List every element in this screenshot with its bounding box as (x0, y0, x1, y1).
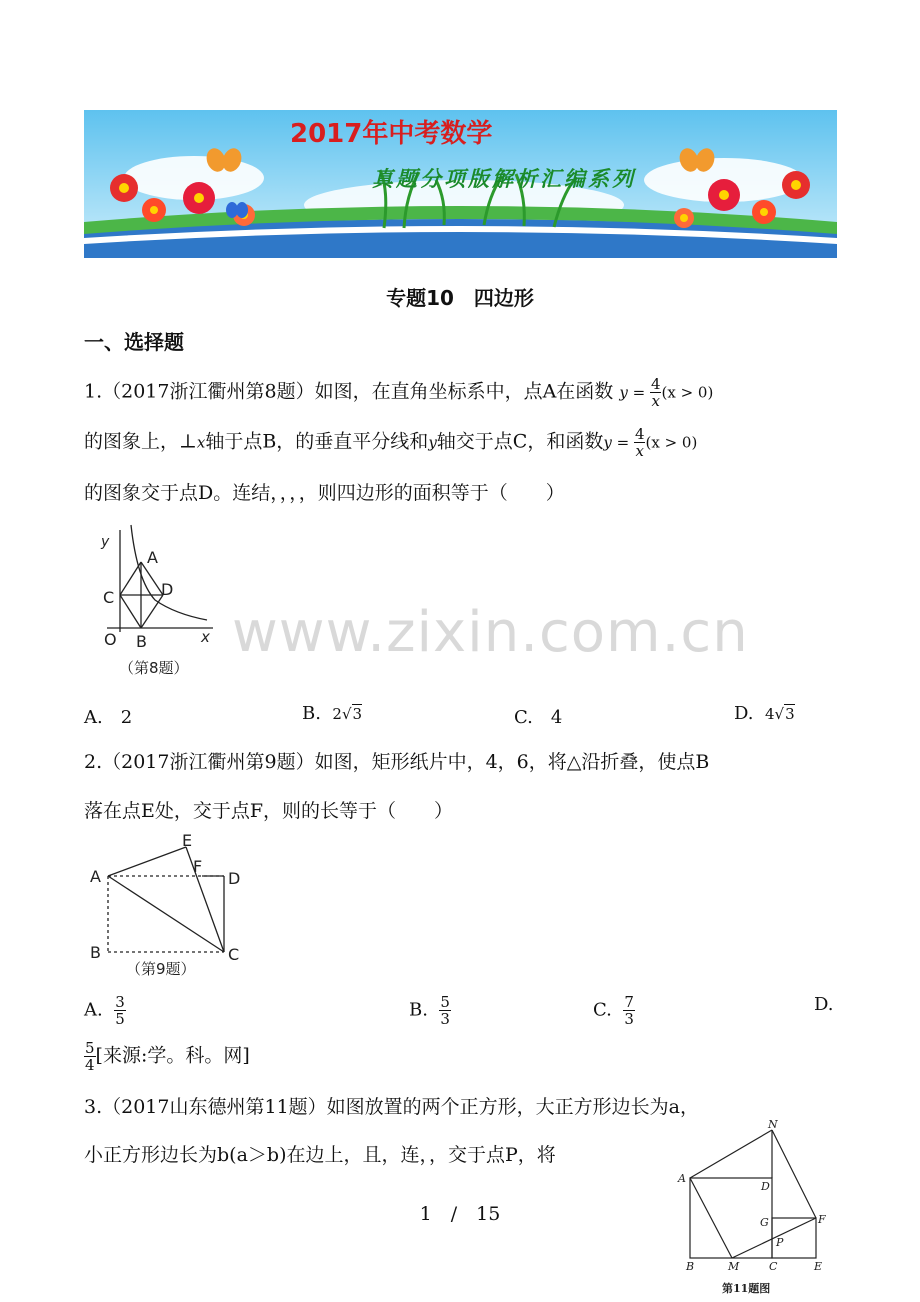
q2-option-d-frac (84, 1040, 96, 1073)
fig8-label-c: C (103, 588, 115, 607)
q1-function: y = (619, 383, 650, 402)
fig11-label-e: E (814, 1260, 823, 1273)
fig8-label-d: D (161, 580, 174, 599)
q1-line2-x: x (196, 433, 206, 452)
q2-option-c-frac (623, 994, 635, 1027)
q2-d-den: 4 (85, 1056, 95, 1074)
q1-line2 (84, 426, 697, 459)
fig8-caption: （第8题） (119, 659, 189, 677)
fig8-label-x: x (201, 628, 210, 646)
q1-line2c: 轴于点B，的垂直平分线和 (205, 430, 429, 453)
q2-source-note: [来源:学。科。网] (95, 1044, 250, 1067)
q2-option-b-frac (439, 994, 451, 1027)
q1-line1-text: 1.（2017浙江衢州第8题）如图，在直角坐标系中，点A在函数 (84, 380, 614, 403)
q2-option-a (84, 994, 126, 1027)
q2-c-den: 3 (624, 1010, 634, 1028)
q2-option-c (593, 994, 635, 1027)
q1-fraction (650, 376, 662, 409)
page-number: 1 / 15 (419, 1203, 501, 1225)
watermark: www.zixin.com.cn (232, 600, 749, 665)
q2-line2: 落在点E处，交于点F，则的长等于（ ） (84, 800, 454, 822)
q1-line2a: 的图象上，⊥ (84, 430, 197, 453)
q2-option-b (409, 994, 451, 1027)
q2-option-d-line (84, 1040, 250, 1073)
q1-frac-num: 4 (650, 375, 661, 393)
q1-option-a: A. 2 (84, 707, 133, 728)
q2-option-b-label: B. (409, 999, 428, 1021)
q1-condition: (x > 0) (661, 383, 714, 402)
fig11-label-b: B (686, 1260, 695, 1273)
q1-option-b-radicand: 3 (352, 705, 363, 723)
q1-frac2-den: x (635, 442, 644, 460)
fig11-label-g: G (760, 1216, 769, 1229)
q1-line2e: 轴交于点C，和函数 (436, 430, 604, 453)
fig9-label-e: E (182, 832, 193, 850)
fig8-label-a: A (147, 548, 158, 567)
fig11-label-f: F (818, 1213, 826, 1226)
fig8-label-o: O (104, 630, 117, 649)
q3-line1: 3.（2017山东德州第11题）如图放置的两个正方形，大正方形边长为a， (84, 1096, 699, 1118)
fig11-label-d: D (761, 1180, 770, 1193)
q1-option-d-coef: 4 (764, 705, 775, 723)
q1-option-d-radicand: 3 (785, 705, 795, 723)
q1-frac-den: x (651, 392, 660, 410)
fig11-label-c: C (769, 1260, 778, 1273)
fig8-label-b: B (136, 632, 147, 651)
q2-option-c-label: C. (593, 999, 612, 1021)
fig9-label-f: F (193, 857, 203, 876)
q3-line2: 小正方形边长为b(a＞b)在边上，且，连，，交于点P，将 (84, 1144, 556, 1166)
fig9-label-b: B (90, 943, 101, 962)
fig9-label-c: C (228, 945, 240, 964)
q1-frac2-num: 4 (634, 425, 645, 443)
q2-line1: 2.（2017浙江衢州第9题）如图，矩形纸片中，4，6，将△沿折叠，使点B (84, 751, 710, 773)
hyperbola-curve (131, 525, 207, 620)
fig11-label-n: N (768, 1118, 778, 1131)
q2-a-num: 3 (115, 993, 125, 1011)
fig8-label-y: y (101, 534, 110, 550)
q1-figure (95, 520, 225, 685)
fig9-label-a: A (90, 867, 101, 886)
q1-line2-y: y (428, 433, 437, 452)
fig9-caption: （第9题） (126, 960, 196, 978)
q2-option-d-label: D. (814, 994, 834, 1015)
q2-d-num: 5 (85, 1039, 95, 1057)
q1-option-d-label: D. (734, 703, 754, 724)
fig11-caption: 第11题图 (722, 1282, 771, 1295)
fig11-label-p: P (776, 1236, 784, 1249)
q1-option-b-label: B. (302, 703, 321, 724)
q1-condition-2: (x > 0) (645, 433, 698, 452)
q1-option-d-value: 4√3 (764, 705, 795, 723)
q1-line3: 的图象交于点D。连结，，，，则四边形的面积等于（ ） (84, 482, 565, 504)
q1-option-b-coef: 2 (332, 705, 342, 723)
q1-option-d (734, 703, 795, 724)
banner-subtitle: 真题分项版解析汇编系列 (372, 166, 636, 191)
q2-a-den: 5 (115, 1010, 125, 1028)
q2-b-num: 5 (440, 993, 450, 1011)
q2-option-a-label: A. (84, 999, 103, 1021)
q2-c-num: 7 (624, 993, 634, 1011)
q1-fraction-2 (634, 426, 646, 459)
q1-line1 (84, 376, 713, 409)
q2-option-a-frac (114, 994, 126, 1027)
fig11-label-m: M (728, 1260, 740, 1273)
fig9-label-d: D (228, 869, 241, 888)
q1-option-c: C. 4 (514, 707, 563, 728)
header-banner (84, 110, 837, 258)
q1-option-b-value: 2√3 (332, 705, 363, 723)
q2-b-den: 3 (440, 1010, 450, 1028)
section-heading: 一、选择题 (84, 330, 184, 354)
document-title: 专题10 四边形 (386, 286, 534, 310)
q1-option-b (302, 703, 362, 724)
q2-figure (86, 832, 248, 982)
fig11-label-a: A (678, 1172, 686, 1185)
q1-function-2: y = (603, 433, 634, 452)
banner-title: 2017年中考数学 (290, 119, 493, 149)
banner-illustration (84, 110, 837, 258)
